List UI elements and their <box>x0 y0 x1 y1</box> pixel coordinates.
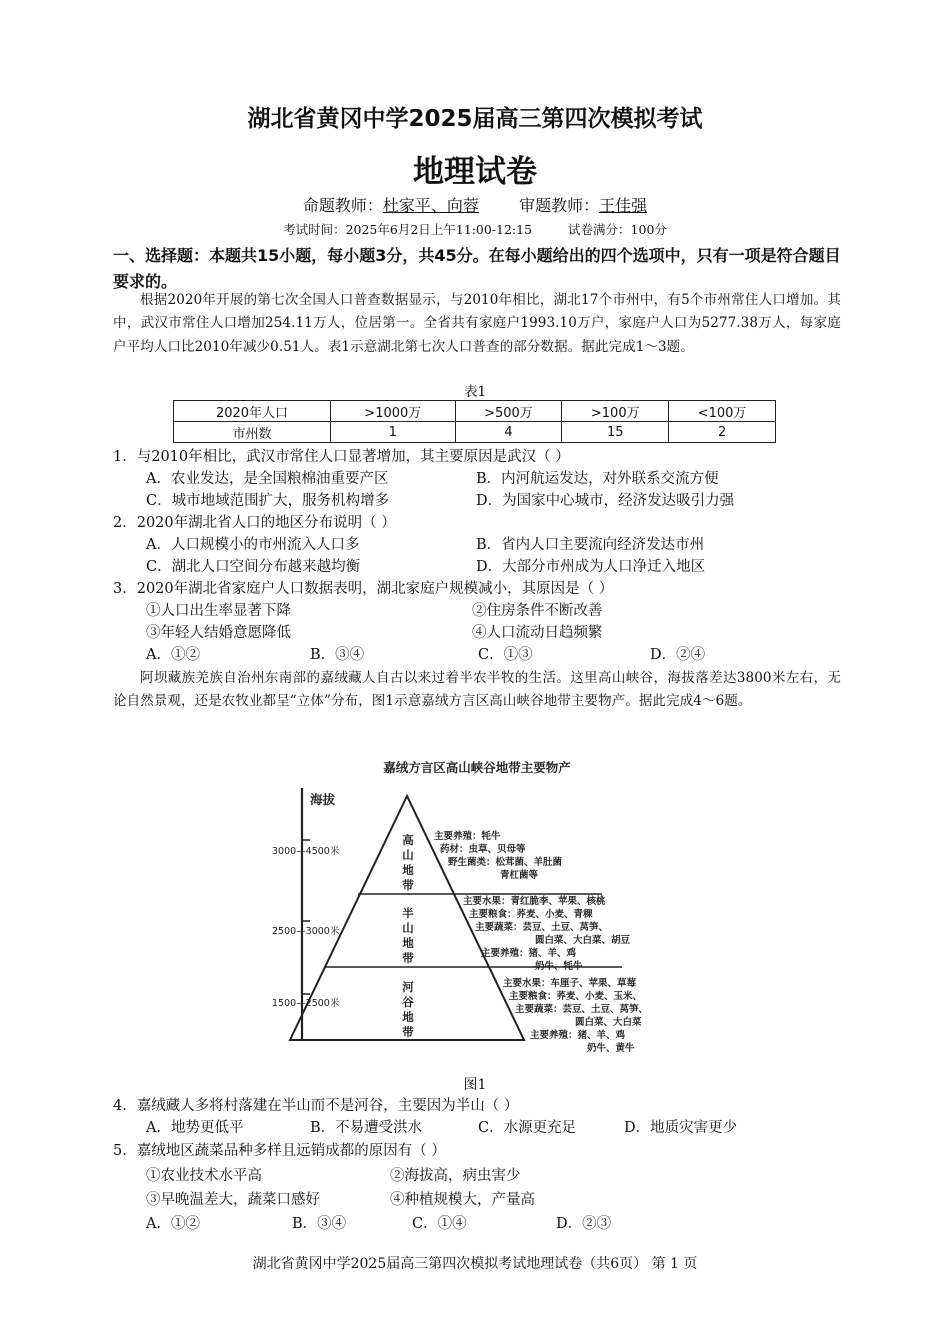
setter-names: 杜家平、向蓉 <box>382 196 479 215</box>
zone-product-line: 奶牛、黄牛 <box>587 1043 635 1054</box>
axis-label: 海拔 <box>310 792 336 807</box>
question-1-option-c: C．城市地域范围扩大，服务机构增多 <box>146 493 390 509</box>
reviewer-name: 王佳强 <box>599 196 648 215</box>
zone-name-char: 带 <box>402 878 414 892</box>
zone-product-line: 主要蔬菜：芸豆、土豆、莴笋、 <box>515 1004 649 1015</box>
question-5-item: ①农业技术水平高 <box>146 1168 262 1184</box>
question-4-option-b: B．不易遭受洪水 <box>310 1120 423 1136</box>
question-3-option-c: C．①③ <box>478 647 533 663</box>
question-3-item: ①人口出生率显著下降 <box>146 603 291 619</box>
figure-1-diagram <box>262 748 708 1070</box>
intro-paragraph-2: 阿坝藏族羌族自治州东南部的嘉绒藏人自古以来过着半农半牧的生活。这里高山峡谷，海拔落差达3800米左右，无论自然景观，还是农牧业都呈“立体”分布，图1示意嘉绒方言区高山峡谷地带主要物产。据此完成4～6题。 <box>113 670 841 710</box>
question-2-option-c: C．湖北人口空间分布越来越均衡 <box>146 559 361 575</box>
question-5-item: ④种植规模大，产量高 <box>390 1192 535 1208</box>
zone-product-line: 奶牛、牦牛 <box>535 961 583 972</box>
zone-name-char: 河 <box>402 980 414 994</box>
table-header-cell: >1000万 <box>331 401 456 422</box>
setter-label: 命题教师： <box>302 196 383 215</box>
zone-product-line: 主要粮食：荞麦、小麦、青稞 <box>469 909 593 920</box>
table-cell: 2 <box>669 422 776 443</box>
zone-name-char: 带 <box>402 951 414 965</box>
table-header-cell: >100万 <box>562 401 669 422</box>
zone-product-line: 药材：虫草、贝母等 <box>440 844 526 855</box>
zone-product-line: 圆白菜、大白菜、胡豆 <box>535 935 631 946</box>
question-2-option-d: D．大部分市州成为人口净迁入地区 <box>476 559 706 575</box>
zone-product-line: 主要水果：青红脆李、苹果、核桃 <box>463 896 606 907</box>
table-header-cell: 2020年人口 <box>174 401 331 422</box>
question-4-option-d: D．地质灾害更少 <box>624 1120 738 1136</box>
table-header-cell: <100万 <box>669 401 776 422</box>
figure-caption: 图1 <box>463 1077 487 1093</box>
table-caption: 表1 <box>463 384 487 400</box>
table-header-row <box>174 401 776 422</box>
zone-product-line: 主要蔬菜：芸豆、土豆、莴笋、 <box>475 922 609 933</box>
zone-product-line: 圆白菜、大白菜 <box>575 1017 642 1028</box>
zone-product-line: 主要水果：车厘子、苹果、草莓 <box>503 978 637 989</box>
zone-name-char: 山 <box>402 848 414 862</box>
figure-title: 嘉绒方言区高山峡谷地带主要物产 <box>383 760 571 775</box>
teachers-line <box>0 193 950 216</box>
subject-title: 地理试卷 <box>413 154 537 190</box>
population-table <box>173 400 776 443</box>
question-5-option-b: B．③④ <box>292 1216 347 1232</box>
zone-name-char: 地 <box>402 1010 414 1024</box>
table-cell: 4 <box>455 422 562 443</box>
table-cell: 15 <box>562 422 669 443</box>
zone-name-char: 山 <box>402 921 414 935</box>
question-3-stem: 3．2020年湖北省家庭户人口数据表明，湖北家庭户规模减小，其原因是（ ） <box>113 581 614 597</box>
exam-info <box>0 220 950 238</box>
question-5-option-c: C．①④ <box>412 1216 467 1232</box>
question-4-stem: 4．嘉绒藏人多将村落建在半山而不是河谷，主要因为半山（ ） <box>113 1098 519 1114</box>
question-4-option-c: C．水源更充足 <box>478 1120 577 1136</box>
zone-product-line: 主要粮食：荞麦、小麦、玉米、 <box>509 991 643 1002</box>
zone-product-line: 野生菌类：松茸菌、羊肚菌 <box>448 857 563 868</box>
zone-name-char: 地 <box>402 936 414 950</box>
reviewer-label: 审题教师： <box>519 196 600 215</box>
exam-title: 湖北省黄冈中学2025届高三第四次模拟考试 <box>247 106 703 132</box>
question-1-option-d: D．为国家中心城市，经济发达吸引力强 <box>476 493 735 509</box>
level-label: 3000—4500米 <box>272 846 340 857</box>
question-2-option-a: A．人口规模小的市州流入人口多 <box>146 537 360 553</box>
zone-product-line: 主要养殖：猪、羊、鸡 <box>481 948 577 959</box>
question-5-stem: 5．嘉绒地区蔬菜品种多样且远销成都的原因有（ ） <box>113 1143 446 1159</box>
zone-name-char: 地 <box>402 863 414 877</box>
question-3-item: ②住房条件不断改善 <box>472 603 603 619</box>
zone-product-line: 青杠菌等 <box>500 870 539 881</box>
zone-name-char: 高 <box>402 833 414 847</box>
question-4-option-a: A．地势更低平 <box>146 1120 244 1136</box>
question-1-stem: 1．与2010年相比，武汉市常住人口显著增加，其主要原因是武汉（ ） <box>113 449 570 465</box>
question-3-item: ④人口流动日趋频繁 <box>472 625 603 641</box>
level-label: 2500—3000米 <box>272 926 340 937</box>
page-footer: 湖北省黄冈中学2025届高三第四次模拟考试地理试卷（共6页） 第 1 页 <box>252 1256 698 1272</box>
zone-name-char: 谷 <box>402 995 414 1009</box>
question-3-option-d: D．②④ <box>650 647 706 663</box>
question-3-item: ③年轻人结婚意愿降低 <box>146 625 291 641</box>
zone-product-line: 主要养殖：猪、羊、鸡 <box>530 1030 626 1041</box>
question-5-option-d: D．②③ <box>556 1216 612 1232</box>
intro-paragraph-1: 根据2020年开展的第七次全国人口普查数据显示，与2010年相比，湖北17个市州中，有5个市州常住人口增加。其中，武汉市常住人口增加254.11万人，位居第一。全省共有家庭户1993.10万户，家庭户人口为5277.38万人，每家庭户平均人口比2010年减少0.51人。表1示意湖北第七次人口普查的部分数据。据此完成1～3题。 <box>113 292 841 355</box>
question-1-option-a: A．农业发达，是全国粮棉油重要产区 <box>146 471 389 487</box>
level-label: 1500—2500米 <box>272 998 340 1009</box>
table-cell: 1 <box>331 422 456 443</box>
zone-name-char: 带 <box>402 1025 414 1039</box>
exam-time: 考试时间：2025年6月2日上午11:00-12:15 <box>283 222 533 237</box>
question-2-option-b: B．省内人口主要流向经济发达市州 <box>476 537 705 553</box>
section-heading: 一、选择题：本题共15小题，每小题3分，共45分。在每小题给出的四个选项中，只有一项是符合题目要求的。 <box>113 246 841 291</box>
question-3-option-b: B．③④ <box>310 647 365 663</box>
question-5-item: ②海拔高，病虫害少 <box>390 1168 521 1184</box>
zone-name-char: 半 <box>402 906 414 920</box>
question-5-item: ③早晚温差大，蔬菜口感好 <box>146 1192 320 1208</box>
table-header-cell: >500万 <box>455 401 562 422</box>
table-cell: 市州数 <box>174 422 331 443</box>
question-2-stem: 2．2020年湖北省人口的地区分布说明（ ） <box>113 515 396 531</box>
zone-product-line: 主要养殖：牦牛 <box>434 831 501 842</box>
question-5-option-a: A．①② <box>146 1216 200 1232</box>
full-score: 试卷满分：100分 <box>568 222 667 237</box>
table-row <box>174 422 776 443</box>
question-1-option-b: B．内河航运发达，对外联系交流方便 <box>476 471 719 487</box>
question-3-option-a: A．①② <box>146 647 200 663</box>
